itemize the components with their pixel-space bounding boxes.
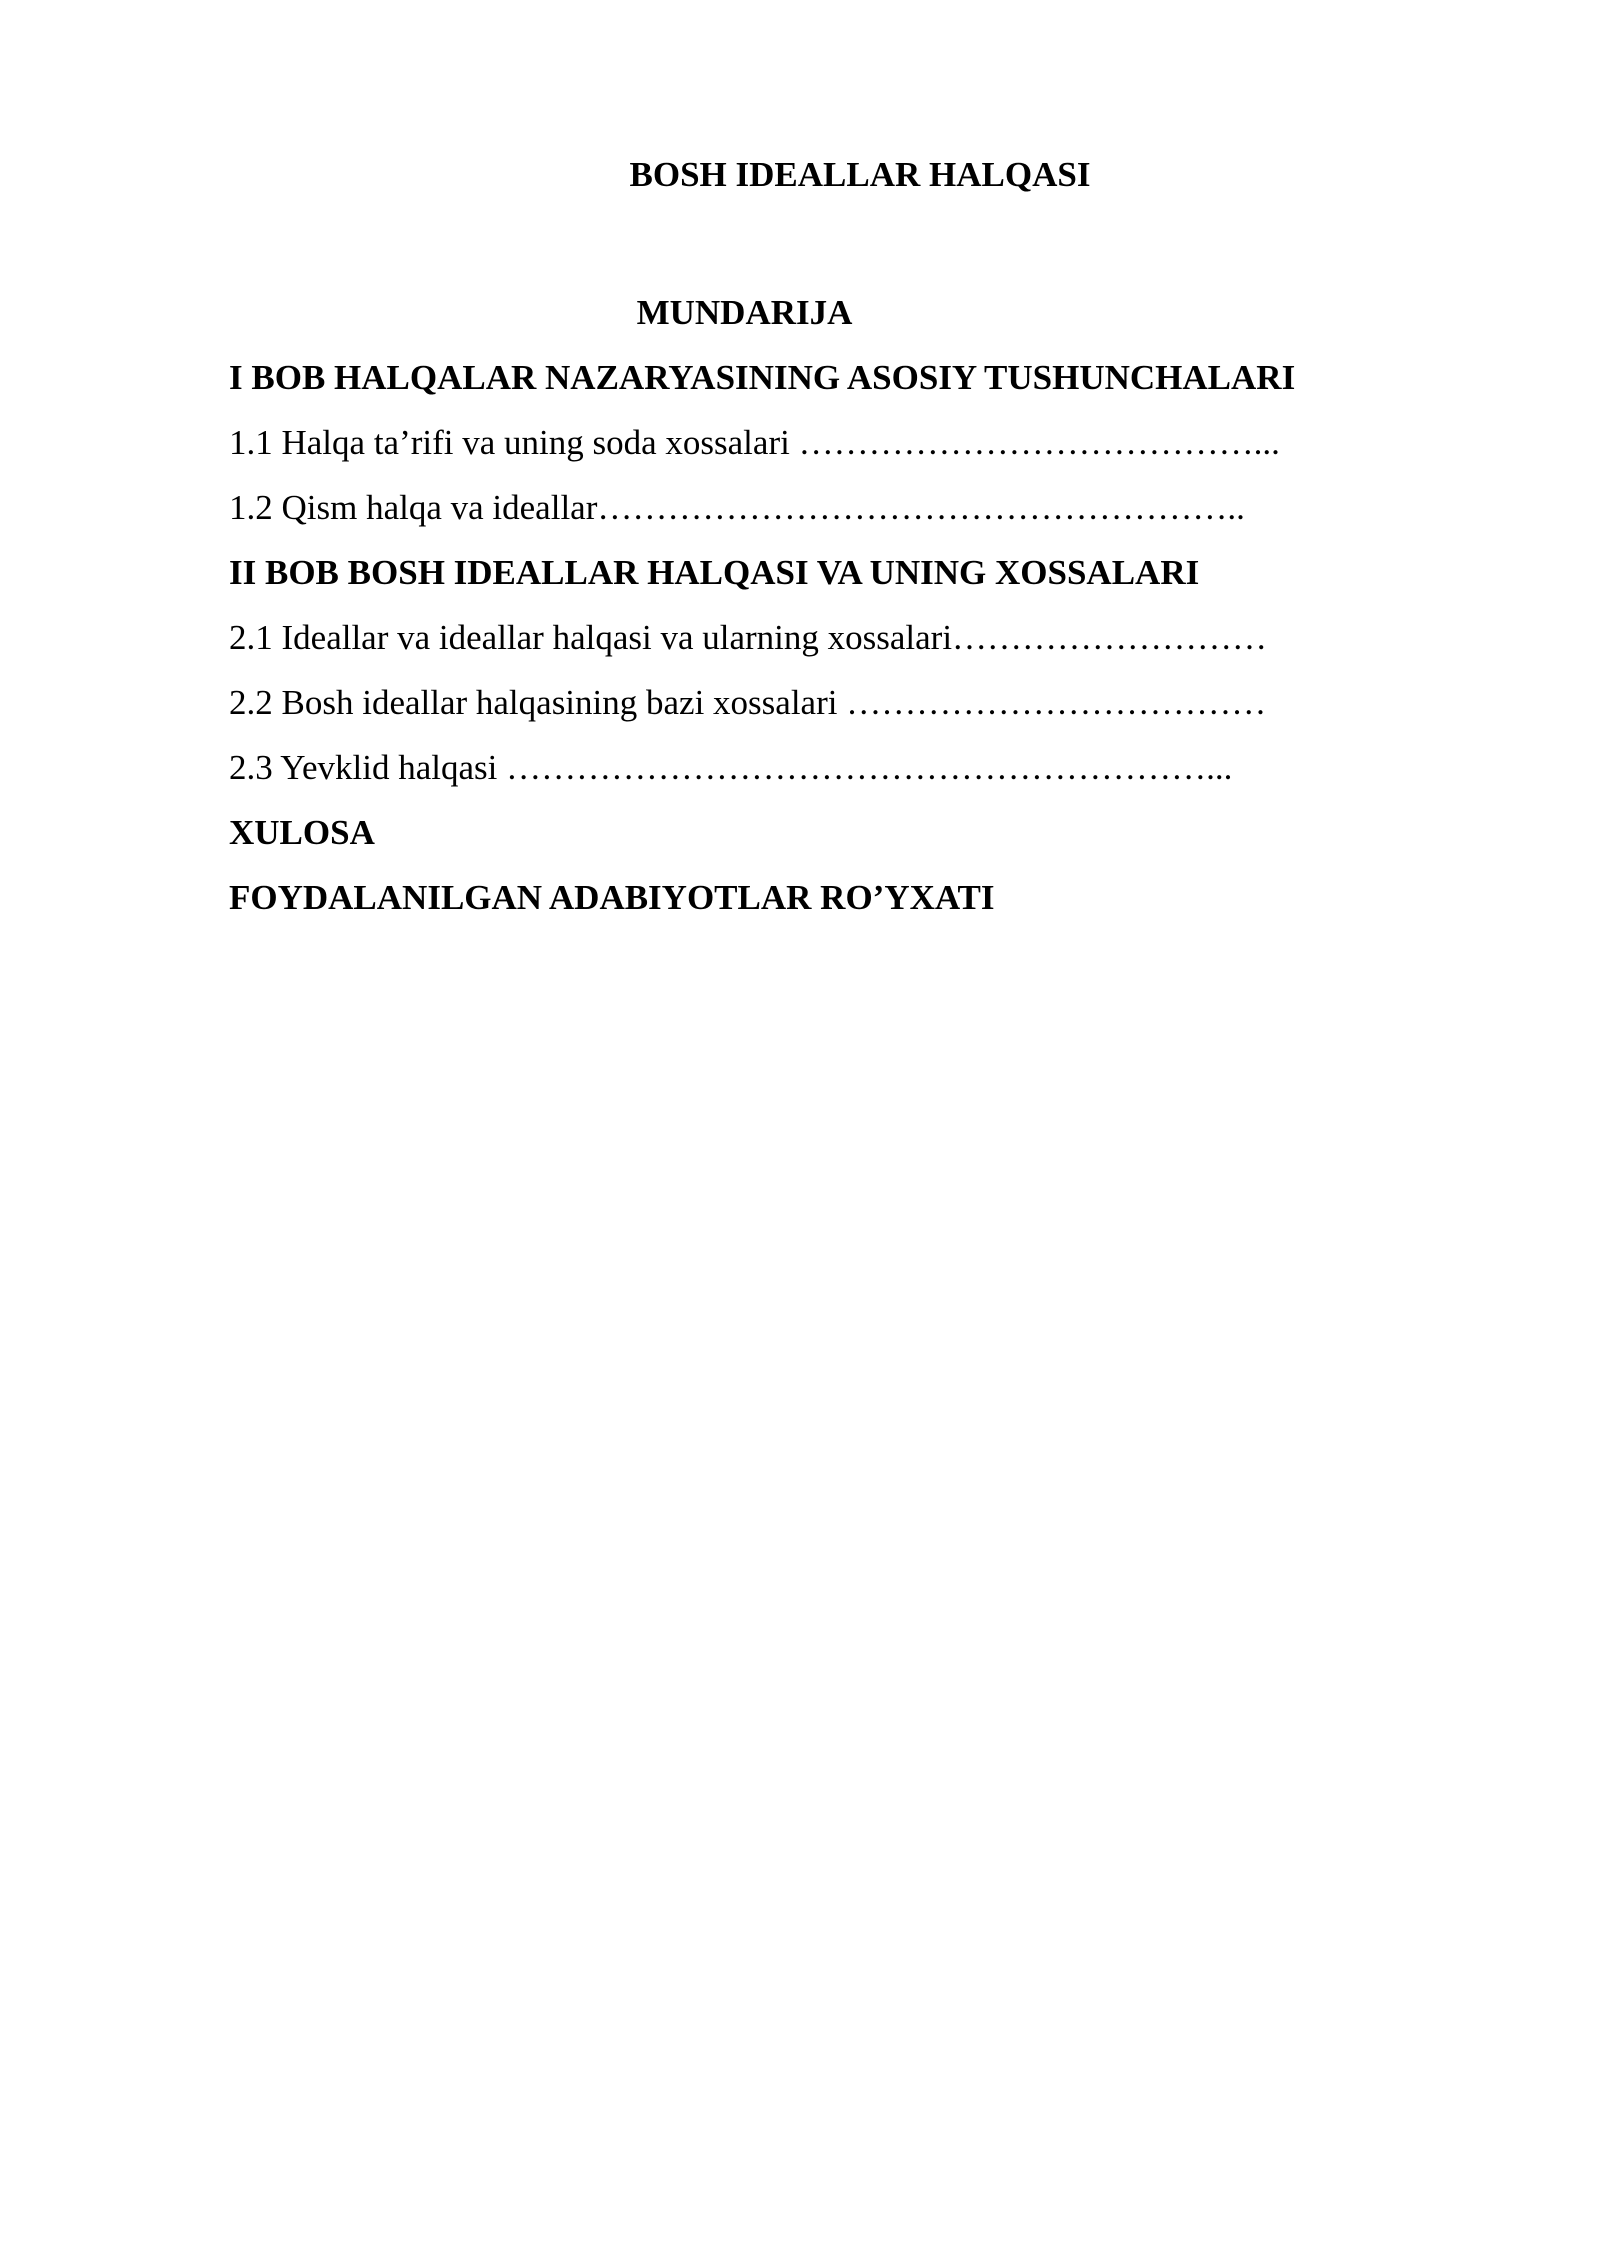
- toc-heading: MUNDARIJA: [636, 293, 853, 332]
- toc-chapter-2: II BOB BOSH IDEALLAR HALQASI VA UNING XOSSALARI: [229, 553, 1200, 592]
- toc-section-1-2: 1.2 Qism halqa va ideallar………………………………………………..: [229, 488, 1245, 527]
- toc-chapter-1: I BOB HALQALAR NAZARYASINING ASOSIY TUSHUNCHALARI: [229, 358, 1296, 397]
- toc-references: FOYDALANILGAN ADABIYOTLAR RO’YXATI: [229, 878, 995, 917]
- document-title: BOSH IDEALLAR HALQASI: [629, 155, 1091, 194]
- toc-section-2-2: 2.2 Bosh ideallar halqasining bazi xossalari ………………………………: [229, 683, 1267, 722]
- toc-section-1-1: 1.1 Halqa ta’rifi va uning soda xossalari …………………………………...: [229, 423, 1280, 462]
- toc-section-2-1: 2.1 Ideallar va ideallar halqasi va ularning xossalari………………………: [229, 618, 1268, 657]
- table-of-contents: [229, 288, 1409, 938]
- toc-section-2-3: 2.3 Yevklid halqasi ……………………………………………………...: [229, 748, 1233, 787]
- toc-conclusion: XULOSA: [229, 813, 375, 852]
